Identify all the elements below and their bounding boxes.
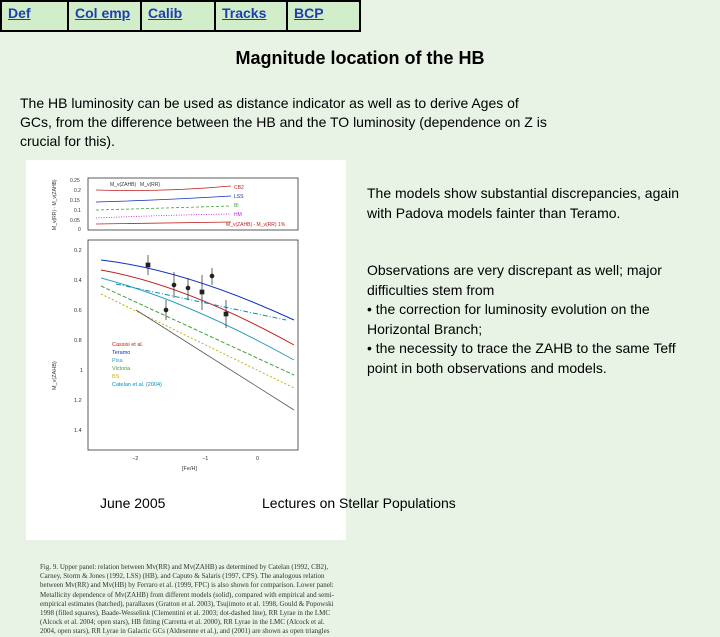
- upper-legend-text: M_v(ZAHB): [110, 182, 137, 188]
- lower-legend-text: Cassisi et al.: [112, 342, 144, 348]
- lower-ytick: 1.4: [74, 428, 82, 434]
- upper-legend-text: HM: [234, 212, 242, 218]
- data-point: [186, 286, 190, 290]
- upper-ylabel: M_v(RR) - M_v(ZAHB): [52, 179, 58, 230]
- lower-ytick: 0.8: [74, 338, 82, 344]
- model-line-catelan: [116, 284, 286, 320]
- observations-paragraph: [367, 261, 702, 378]
- data-point: [210, 274, 214, 278]
- upper-legend-text: LSS: [234, 194, 244, 200]
- empirical-line: [136, 310, 294, 410]
- upper-ytick: 0.1: [74, 208, 81, 214]
- lower-ytick: 0.6: [74, 308, 82, 314]
- observations-bullet: • the necessity to trace the ZAHB to the same Teff point in both observations and models.: [367, 340, 680, 376]
- upper-legend-text: M_v(ZAHB) - M_v(RR) 1%: [226, 222, 286, 228]
- upper-curve: [96, 206, 231, 210]
- upper-ytick: 0: [78, 227, 81, 233]
- model-line-teramo: [101, 260, 294, 320]
- lower-ytick: 1: [80, 368, 84, 374]
- nav-bar: [0, 0, 361, 32]
- lower-legend-text: BS: [112, 374, 120, 380]
- lower-legend-text: Victoria: [112, 366, 131, 372]
- lower-legend-text: Teramo: [112, 350, 131, 356]
- intro-paragraph: The HB luminosity can be used as distance indicator as well as to derive Ages of GCs, from the difference between the HB and the TO luminosity (dependence on Z is crucial for this).: [20, 95, 547, 149]
- data-point: [146, 263, 150, 267]
- upper-ytick: 0.05: [70, 218, 80, 224]
- upper-curve: [96, 222, 231, 224]
- lower-ytick: 1.2: [74, 398, 82, 404]
- lower-xlabel: [Fe/H]: [182, 466, 197, 472]
- footer-title: Lectures on Stellar Populations: [262, 495, 456, 511]
- data-point: [200, 290, 204, 294]
- lower-legend-text: Catelan et al. (2004): [112, 382, 162, 388]
- lower-ytick: 0.2: [74, 248, 82, 254]
- models-paragraph: The models show substantial discrepancies, again with Padova models fainter than Teramo.: [367, 185, 680, 221]
- upper-ytick: 0.2: [74, 188, 81, 194]
- upper-curve: [96, 196, 231, 202]
- lower-xtick: −2: [132, 456, 139, 462]
- lower-xtick: 0: [256, 456, 260, 462]
- upper-legend-text: Bl: [234, 203, 239, 209]
- tab-col-emp[interactable]: Col emp: [68, 0, 141, 32]
- hb-magnitude-figure: [26, 160, 346, 636]
- observations-line: Observations are very discrepant as well; major difficulties stem from: [367, 262, 666, 298]
- upper-ytick: 0.25: [70, 178, 80, 184]
- tab-tracks[interactable]: Tracks: [215, 0, 287, 32]
- observations-bullet: • the correction for luminosity evolution on the Horizontal Branch;: [367, 301, 658, 337]
- data-point: [224, 312, 228, 316]
- upper-legend-text: M_v(RR): [140, 182, 160, 188]
- footer-date: June 2005: [100, 495, 166, 511]
- upper-legend-text: CB2: [234, 185, 244, 191]
- upper-ytick: 0.15: [70, 198, 80, 204]
- data-point: [164, 308, 168, 312]
- lower-legend-text: Pisa: [112, 358, 123, 364]
- lower-xtick: −1: [202, 456, 209, 462]
- lower-ylabel: M_v(ZAHB): [52, 361, 58, 390]
- tab-def[interactable]: Def: [0, 0, 68, 32]
- tab-calib[interactable]: Calib: [141, 0, 215, 32]
- upper-curve: [96, 214, 231, 218]
- lower-ytick: 0.4: [74, 278, 82, 284]
- tab-bcp[interactable]: BCP: [287, 0, 361, 32]
- model-line-victoria: [101, 286, 294, 375]
- model-line-bs: [101, 294, 294, 388]
- slide-title: Magnitude location of the HB: [235, 48, 485, 68]
- figure-caption: Fig. 9. Upper panel: relation between Mv(RR) and Mv(ZAHB) as determined by Catelan (1992, CB2), Carney, Storm & Jones (1992, LSS) (HB), and Caputo & Salaris (1997, CPS). The analogous relation between Mv(RR) and Mv(HB) by Ferraro et al. (1999, FPC) is also shown for comparison. Lower panel: Metallicity dependence of Mv(ZAHB) from different models (solid), compared with empirical and semi-empirical estimates (hatched), parallaxes (Gratton et al. 2003), Tsujimoto et al. 1998, Gould & Popowski 1998 (filled squares), Baade-Wesselink (Clementini et al. 2003; dot-dashed line), RR Lyrae in the LMC (Alcock et al. 2004; open stars), HB fitting (Carretta et al. 2000), RR Lyrae in the LMC (Alcock et al. 2004, open stars), RR Lyrae in Galactic GCs (Aldesenne et al.), and (2001) are shown as open triangles: [40, 563, 334, 636]
- data-point: [172, 283, 176, 287]
- figure-caption-wrapper: [26, 396, 346, 556]
